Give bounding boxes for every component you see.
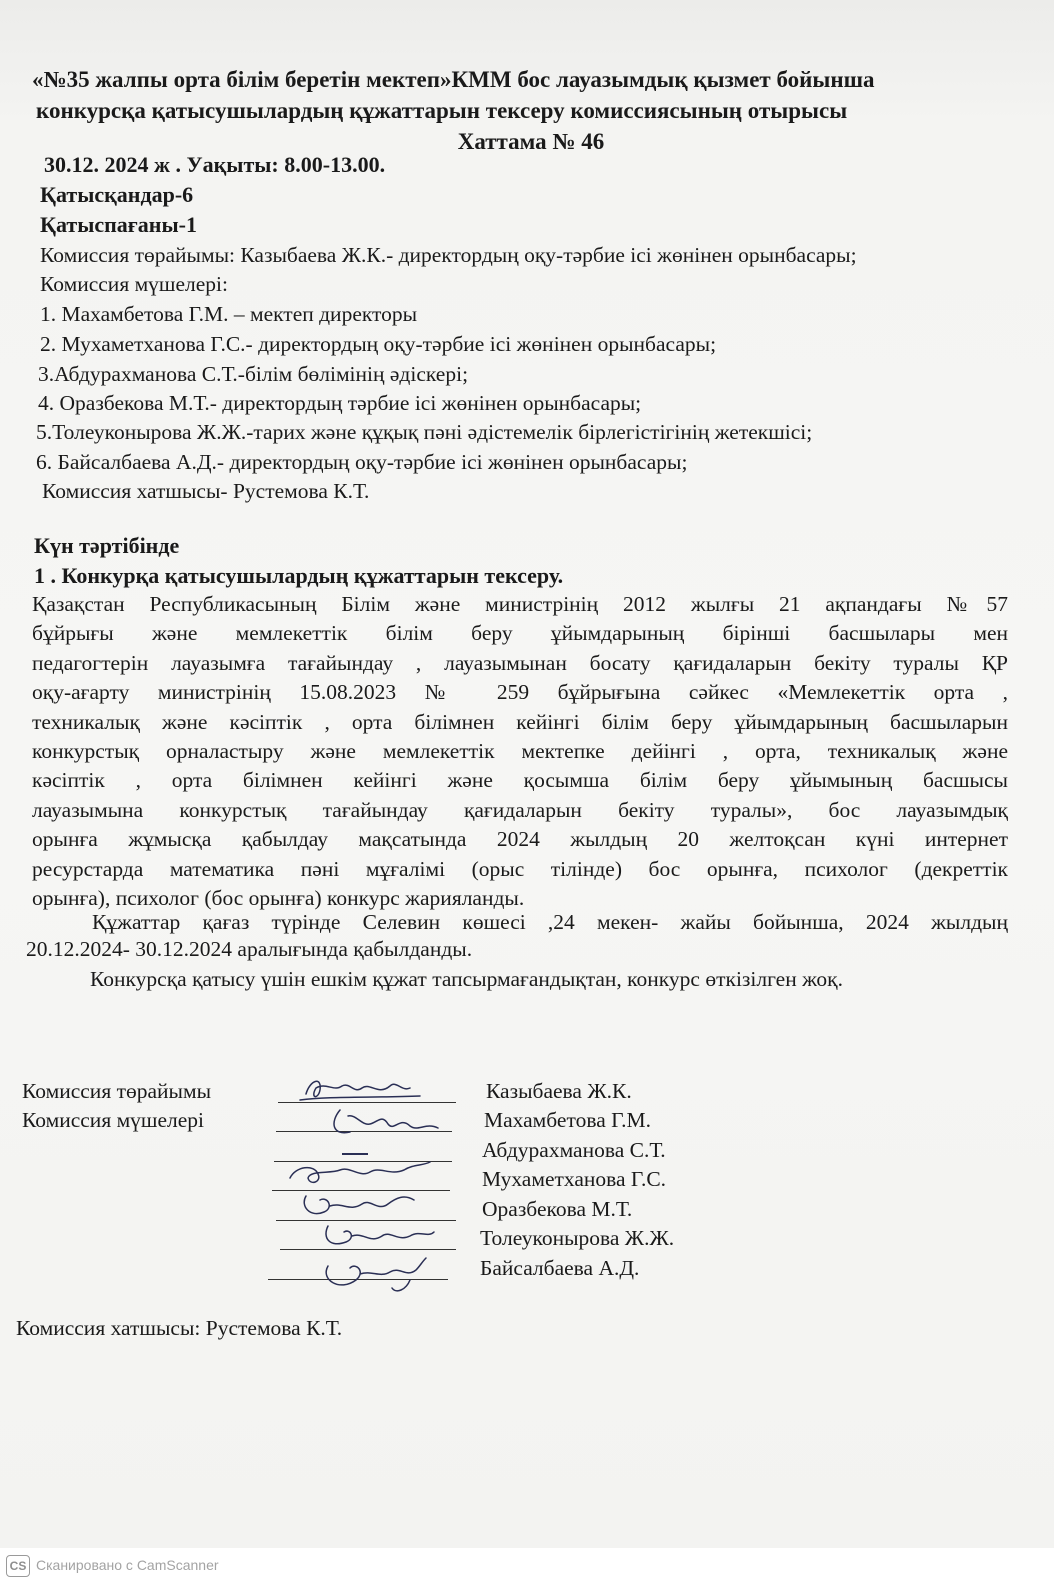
paragraph-line: лауазымына конкурстық тағайындау қағидаларын бекіту туралы», бос лауазымдық [32,797,1008,822]
commission-chair: Комиссия төрайымы: Казыбаева Ж.К.- директордың оқу-тәрбие ісі жөнінен орынбасары; [40,243,857,267]
member-item: 4. Оразбекова М.Т.- директордың тәрбие ісі жөнінен орынбасары; [38,391,642,415]
paragraph-line: орынға), психолог (бос орынға) конкурс жарияланды. [32,885,525,910]
signatory-name: Казыбаева Ж.К. [486,1079,632,1103]
present-count: Қатысқандар-6 [40,182,194,207]
conclusion-paragraph: Конкурсқа қатысу үшін ешкім құжат тапсырмағандықтан, конкурс өткізілген жоқ. [90,967,843,991]
absent-count: Қатыспағаны-1 [40,212,197,237]
members-signature-label: Комиссия мүшелері [22,1108,205,1132]
scanner-watermark-text: Сканировано с CamScanner [36,1557,219,1573]
signatory-name: Оразбекова М.Т. [482,1197,633,1221]
title-line-2: конкурсқа қатысушылардың құжаттарын тексеру комиссиясының отырысы [36,98,848,123]
title-line-1: «№35 жалпы орта білім беретін мектеп»КММ бос лауазымдық қызмет бойынша [32,67,875,92]
paragraph-line: техникалық және кәсіптік , орта білімнен кейінгі білім беру ұйымдарының басшыларын [32,709,1008,734]
paragraph-line: Құжаттар қағаз түрінде Селевин көшесі ,24 мекен- жайы бойынша, 2024 жылдың [92,910,1008,934]
documents-paragraph [92,908,1008,937]
member-item: 3.Абдурахманова С.Т.-білім бөлімінің әдіскері; [38,362,469,386]
secretary-signature-line: Комиссия хатшысы: Рустемова К.Т. [16,1316,343,1340]
camscanner-logo-icon: CS [6,1555,30,1577]
chair-signature-label: Комиссия төрайымы [22,1079,212,1103]
agenda-item: 1 . Конкурқа қатысушылардың құжаттарын тексеру. [34,563,564,588]
signatory-name: Абдурахманова С.Т. [482,1138,666,1162]
member-item: 1. Махамбетова Г.М. – мектеп директоры [40,302,418,326]
member-item: 6. Байсалбаева А.Д.- директордың оқу-тәрбие ісі жөнінен орынбасары; [36,450,688,474]
document-title [20,64,1034,157]
scanner-footer [0,1548,1054,1584]
commission-secretary: Комиссия хатшысы- Рустемова К.Т. [42,479,370,503]
paragraph-line: педагогтерін лауазымға тағайындау , лауазымынан босату қағидаларын бекіту туралы ҚР [32,650,1008,675]
documents-paragraph-line-2: 20.12.2024- 30.12.2024 аралығында қабылданды. [26,937,473,961]
signatory-name: Мухаметханова Г.С. [482,1167,667,1191]
main-paragraph [32,590,1008,913]
signatory-name: Байсалбаева А.Д. [480,1256,640,1280]
member-item: 2. Мухаметханова Г.С.- директордың оқу-тәрбие ісі жөнінен орынбасары; [40,332,717,356]
agenda-heading: Күн тәртібінде [34,533,180,558]
paragraph-line: кәсіптік , орта білімнен кейінгі және қосымша білім беру ұйымының басшысы [32,768,1008,793]
signatory-name: Махамбетова Г.М. [484,1108,651,1132]
member-item: 5.Толеуконырова Ж.Ж.-тарих және құқық пәні әдістемелік бірлегістігінің жетекшісі; [36,420,813,444]
paragraph-line: Қазақстан Республикасының Білім және министрінің 2012 жылғы 21 ақпандағы №57 [32,592,1008,616]
paragraph-line: бұйрығы және мемлекеттік білім беру ұйымдарының бірінші басшылары мен [32,621,1008,646]
members-heading: Комиссия мүшелері: [40,272,228,296]
paragraph-line: орынға жұмысқа қабылдау мақсатында 2024 жылдың 20 желтоқсан күні интернет [32,827,1008,852]
paragraph-line: ресурстарда математика пәні мұғалімі (орыс тілінде) бос орынға, психолог (декреттік [32,856,1008,881]
paragraph-line: конкурстық орналастыру және мемлекеттік мектепке дейінгі , орта, техникалық және [32,738,1008,763]
protocol-number: Хаттама № 46 [457,129,605,154]
handwritten-signatures [270,1066,460,1296]
paragraph-line: оқу-ағарту министрінің 15.08.2023 № 259 бұйрығына сәйкес «Мемлекеттік орта , [32,680,1008,705]
signatory-name: Толеуконырова Ж.Ж. [480,1226,675,1250]
date-time: 30.12. 2024 ж . Уақыты: 8.00-13.00. [44,152,386,177]
